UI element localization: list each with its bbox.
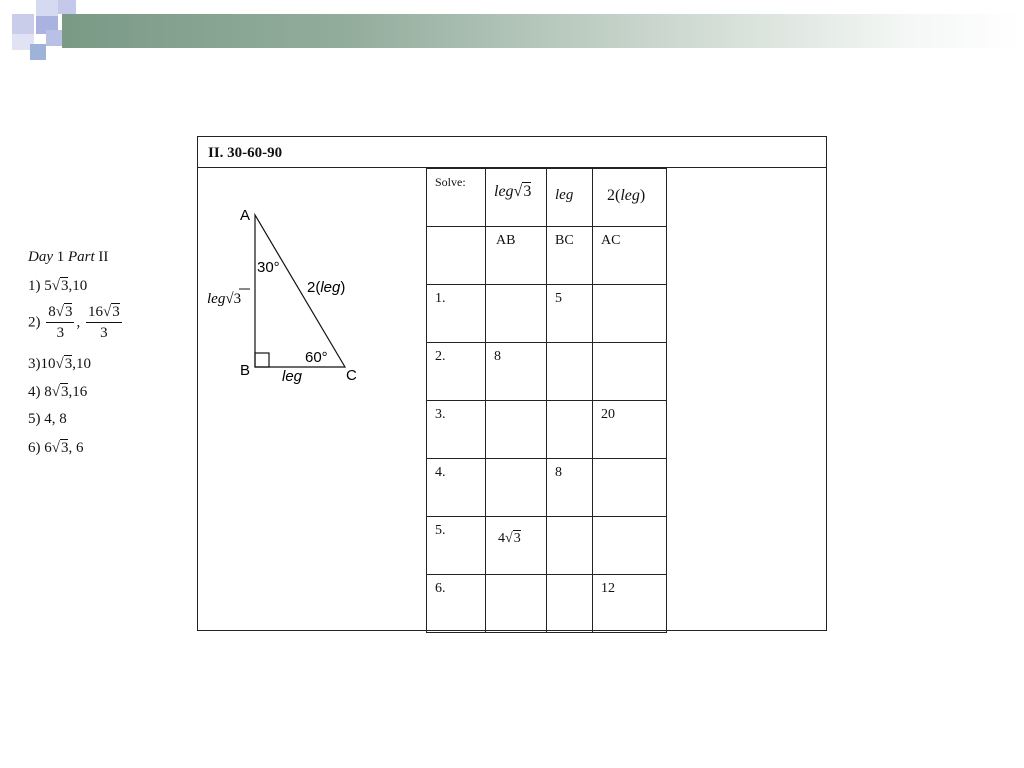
banner-square [30, 44, 46, 60]
vertex-c-label: C [346, 367, 357, 384]
answer-radicand: 3 [60, 278, 69, 294]
row-label: 5. [427, 517, 486, 575]
answer-number: 5) [28, 411, 41, 427]
fraction-numerator [86, 305, 122, 323]
numerator-radicand: 3 [64, 304, 73, 320]
table-row [427, 343, 667, 401]
solve-label: Solve: [427, 169, 486, 227]
sqrt-icon: √ [225, 291, 234, 307]
column-header-ab: AB [486, 227, 547, 285]
table-cell [547, 575, 593, 633]
table-row [427, 575, 667, 633]
numerator-coef: 16 [87, 304, 103, 320]
table-row [427, 227, 667, 285]
answer-item [28, 279, 87, 294]
banner-square [36, 0, 58, 16]
hyp-word: leg [320, 279, 341, 296]
fraction-denominator: 3 [56, 325, 65, 341]
answer-coef: 8 [44, 384, 52, 400]
table-cell [547, 517, 593, 575]
fraction-denominator: 3 [100, 325, 108, 341]
table-cell [547, 343, 593, 401]
row-label: 4. [427, 459, 486, 517]
column-header-bc: BC [547, 227, 593, 285]
formula-prefix: 2( [607, 187, 621, 204]
row-label: 1. [427, 285, 486, 343]
left-word: leg [207, 291, 226, 307]
answer-coef: 10 [40, 356, 56, 372]
table-cell [486, 401, 547, 459]
formula-cell [486, 169, 547, 227]
table-cell: 8 [547, 459, 593, 517]
sqrt-icon: √ [51, 278, 60, 294]
section-title: II. 30-60-90 [198, 137, 826, 168]
answer-number: 1) [28, 278, 41, 294]
cell-coef: 4 [498, 531, 505, 546]
cell-radicand: 3 [513, 531, 521, 546]
triangle-diagram [200, 200, 390, 390]
table-cell [593, 343, 667, 401]
column-header-ac: AC [593, 227, 667, 285]
side-bottom-label: leg [282, 368, 303, 385]
formula-cell [593, 169, 667, 227]
sqrt-icon: √ [55, 356, 64, 372]
numerator-radicand: 3 [112, 304, 120, 320]
right-angle-icon [255, 353, 269, 367]
answer-item [28, 357, 91, 372]
hyp-prefix: 2( [307, 279, 321, 296]
table-cell [486, 459, 547, 517]
answer-coef: 5 [44, 278, 52, 294]
table-cell: 5 [547, 285, 593, 343]
angle-bottom-label: 60° [305, 349, 328, 366]
table-row [427, 169, 667, 227]
sqrt-icon: √ [51, 440, 60, 456]
hyp-suffix: ) [340, 279, 346, 296]
answer-item [28, 412, 67, 427]
answer-radicand: 3 [64, 356, 73, 372]
table-cell [547, 401, 593, 459]
formula-cell [547, 169, 593, 227]
banner-square [46, 30, 62, 46]
table-row [427, 401, 667, 459]
answer-fraction [86, 305, 122, 341]
answer-number: 4) [28, 384, 41, 400]
answer-item: 2) $\frac{8√3}{3}$ , $\frac{16√3}{3}$ [28, 304, 120, 341]
side-left-label [207, 291, 241, 307]
table-cell [486, 285, 547, 343]
sqrt-icon: √ [102, 304, 112, 320]
sqrt-icon: √ [51, 384, 60, 400]
answer-second: ,16 [68, 384, 88, 400]
answer-fraction [46, 305, 74, 341]
formula-word: leg [494, 183, 514, 200]
answer-radicand: 3 [60, 384, 69, 400]
vertex-b-label: B [240, 362, 251, 379]
answer-second: ,10 [72, 356, 91, 372]
angle-top-label: 30° [257, 259, 280, 276]
answer-item [28, 441, 83, 456]
banner-gradient-bar [62, 14, 1024, 48]
title-roman: II [98, 249, 109, 265]
row-label: 2. [427, 343, 486, 401]
formula-word: leg [555, 187, 574, 203]
solve-table [426, 168, 667, 633]
table-cell [593, 459, 667, 517]
answer-plain: 4, 8 [44, 411, 67, 427]
title-day: Day [28, 249, 53, 265]
table-cell [593, 285, 667, 343]
side-hyp-label [307, 279, 345, 296]
answer-radicand: 3 [60, 440, 69, 456]
formula-radicand: 3 [523, 183, 532, 200]
fraction-numerator [46, 305, 74, 323]
sqrt-icon: √ [55, 304, 64, 320]
table-row [427, 285, 667, 343]
table-cell [427, 227, 486, 285]
answer-number: 6) [28, 440, 41, 456]
answer-key-title [28, 250, 108, 265]
table-cell: 20 [593, 401, 667, 459]
sqrt-icon: √ [505, 531, 513, 546]
title-part: Part [68, 249, 95, 265]
left-radicand: 3 [233, 291, 242, 307]
sqrt-icon: √ [513, 183, 523, 200]
formula-suffix: ) [639, 187, 646, 204]
table-row [427, 517, 667, 575]
row-label: 3. [427, 401, 486, 459]
table-cell [593, 517, 667, 575]
answer-second: , 6 [68, 440, 84, 456]
formula-word: leg [620, 187, 640, 204]
table-cell [486, 517, 547, 575]
answer-second: ,10 [68, 278, 88, 294]
title-num: 1 [56, 249, 65, 265]
answer-item [28, 385, 87, 400]
table-cell [486, 575, 547, 633]
table-row [427, 459, 667, 517]
banner-square [12, 14, 34, 34]
answer-number: 3) [28, 356, 41, 372]
answer-coef: 6 [44, 440, 52, 456]
numerator-coef: 8 [48, 304, 56, 320]
banner-square [58, 0, 76, 14]
answer-number: 2) [28, 314, 41, 331]
row-label: 6. [427, 575, 486, 633]
table-cell: 12 [593, 575, 667, 633]
table-cell: 8 [486, 343, 547, 401]
vertex-a-label: A [240, 207, 251, 224]
header-banner [0, 0, 1024, 62]
